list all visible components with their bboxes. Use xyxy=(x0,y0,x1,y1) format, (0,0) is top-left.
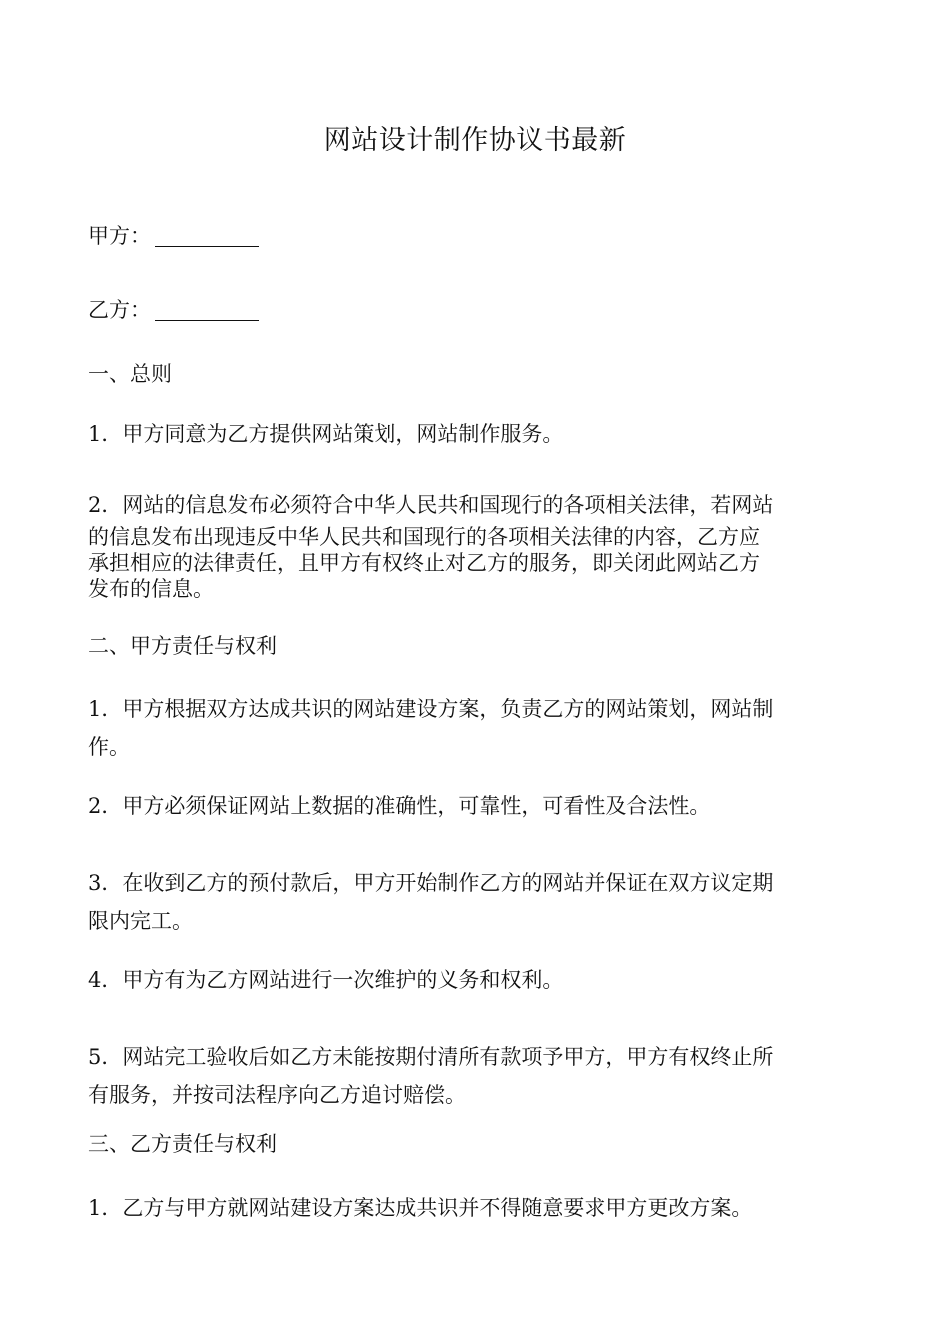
section-2-clause-2: 2．甲方必须保证网站上数据的准确性，可靠性，可看性及合法性。 xyxy=(88,794,711,818)
party-a-blank xyxy=(155,224,259,247)
section-2-clause-5 xyxy=(88,1038,864,1114)
section-2-clause-3-line-2: 限内完工。 xyxy=(88,909,193,933)
section-1-clause-1: 1．甲方同意为乙方提供网站策划，网站制作服务。 xyxy=(88,422,564,446)
section-1-clause-2 xyxy=(88,492,864,602)
section-2-heading: 二、甲方责任与权利 xyxy=(88,634,277,658)
section-1-heading: 一、总则 xyxy=(88,362,172,386)
section-1-clause-2-line-4: 发布的信息。 xyxy=(88,577,214,601)
party-b-blank xyxy=(155,298,259,321)
section-2-clause-1 xyxy=(88,690,864,766)
section-2-clause-3 xyxy=(88,864,864,940)
section-2-clause-5-line-2: 有服务，并按司法程序向乙方追讨赔偿。 xyxy=(88,1083,466,1107)
document-title: 网站设计制作协议书最新 xyxy=(323,125,627,156)
section-3-clause-1: 1．乙方与甲方就网站建设方案达成共识并不得随意要求甲方更改方案。 xyxy=(88,1196,753,1220)
section-1-clause-2-line-2: 的信息发布出现违反中华人民共和国现行的各项相关法律的内容，乙方应 xyxy=(88,525,760,549)
section-1-clause-2-line-3: 承担相应的法律责任，且甲方有权终止对乙方的服务，即关闭此网站乙方 xyxy=(88,551,760,575)
party-b-line xyxy=(88,292,868,328)
section-2-clause-3-line-1: 3．在收到乙方的预付款后，甲方开始制作乙方的网站并保证在双方议定期 xyxy=(88,871,774,895)
party-a-label: 甲方： xyxy=(88,224,151,248)
section-1-clause-2-line-1: 2．网站的信息发布必须符合中华人民共和国现行的各项相关法律，若网站 xyxy=(88,493,774,517)
section-2-clause-4: 4．甲方有为乙方网站进行一次维护的义务和权利。 xyxy=(88,968,564,992)
party-b-label: 乙方： xyxy=(88,298,151,322)
section-2-clause-1-line-2: 作。 xyxy=(88,735,130,759)
party-a-line xyxy=(88,218,868,254)
section-2-clause-5-line-1: 5．网站完工验收后如乙方未能按期付清所有款项予甲方，甲方有权终止所 xyxy=(88,1045,774,1069)
section-3-heading: 三、乙方责任与权利 xyxy=(88,1132,277,1156)
section-2-clause-1-line-1: 1．甲方根据双方达成共识的网站建设方案，负责乙方的网站策划，网站制 xyxy=(88,697,774,721)
